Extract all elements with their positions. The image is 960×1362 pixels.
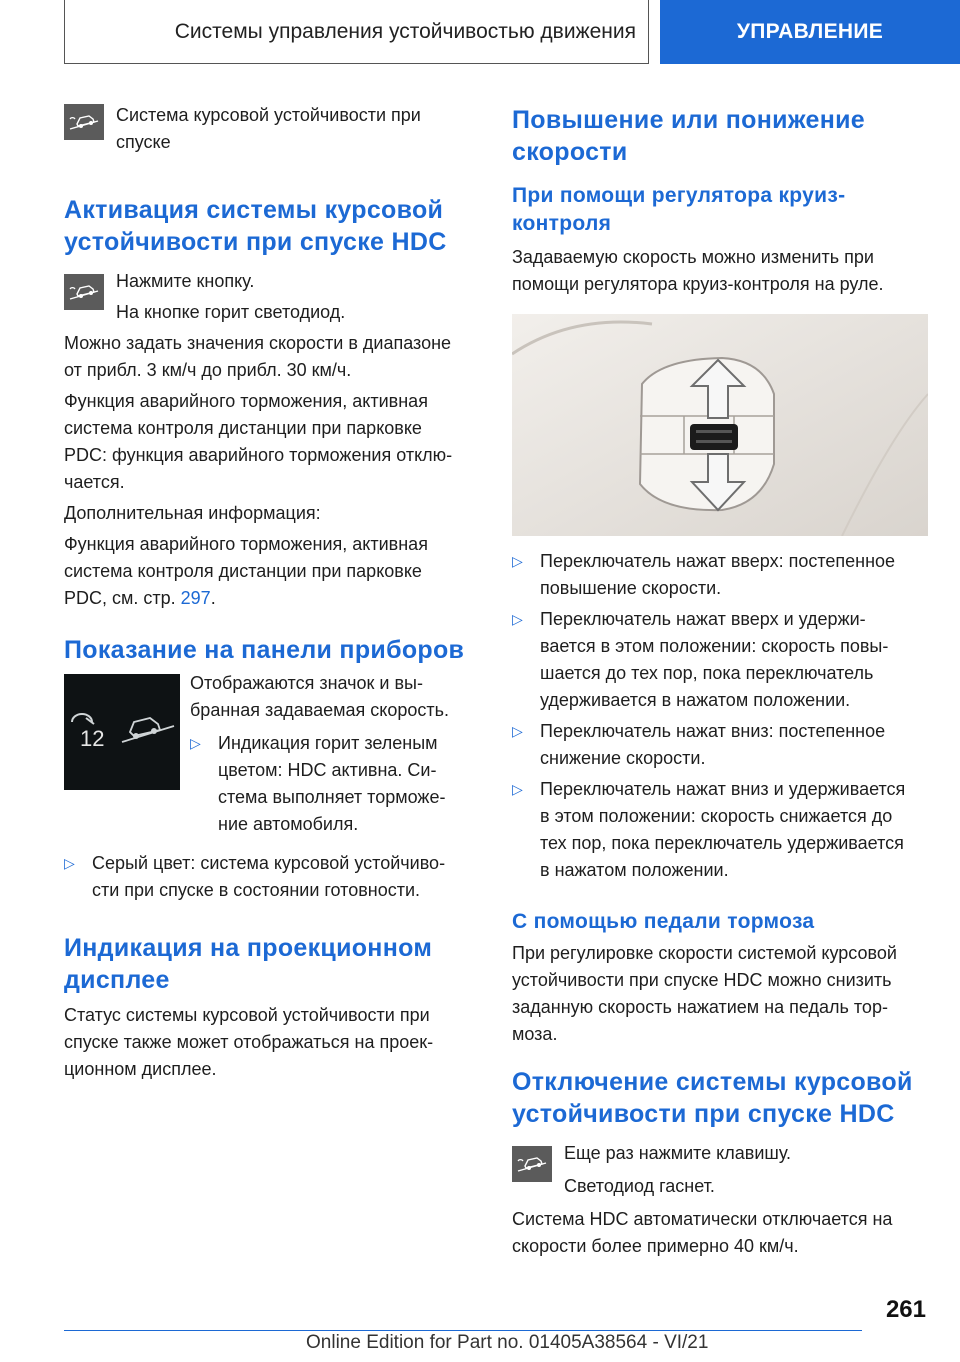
triangle-bullet-icon: ▷ [64, 855, 75, 871]
right-column [512, 98, 928, 1260]
section-title: Системы управления устойчивостью движения [174, 19, 636, 43]
brake-text: При регулировке скорости системой курсовой устойчивости при спуске HDC можно снизить заданную скорость нажатием на педаль тор- моза. [512, 943, 897, 1044]
cruise-text: Задаваемую скорость можно изменить при помощи регулятора круиз-контроля на руле. [512, 247, 884, 294]
footer-divider [64, 1330, 862, 1331]
triangle-bullet-icon: ▷ [512, 723, 523, 739]
cruise-bullet-4: ▷ Переключатель нажат вниз и удерживается в этом положении: скорость снижается до тех пор, пока переключатель удерживается в нажатом положении. [512, 776, 928, 884]
press-button-text: Нажмите кнопку. [116, 271, 255, 291]
led-on-text: На кнопке горит светодиод. [116, 302, 346, 322]
heading-hud: Индикация на проекционном дисплее [64, 934, 433, 994]
triangle-bullet-icon: ▷ [190, 735, 201, 751]
heading-cruise: При помощи регулятора круиз- контроля [512, 184, 846, 235]
triangle-bullet-icon: ▷ [512, 781, 523, 797]
heading-panel: Показание на панели приборов [64, 636, 465, 664]
triangle-bullet-icon: ▷ [512, 611, 523, 627]
cruise-bullet-3: ▷ Переключатель нажат вниз: постепенное снижение скорости. [512, 718, 928, 772]
reference-text: Функция аварийного торможения, активная система контроля дистанции при парковке PDC, см. стр. 297. [64, 534, 428, 608]
hdc-car-icon [512, 1146, 552, 1182]
display-speed-value: 12 [80, 726, 105, 751]
cruise-bullet-1: ▷ Переключатель нажат вверх: постепенное повышение скорости. [512, 548, 928, 602]
hdc-car-icon [64, 104, 104, 140]
activation-row [64, 268, 478, 326]
heading-speed: Повышение или понижение скорости [512, 106, 865, 166]
heading-brake: С помощью педали тормоза [512, 910, 815, 933]
chapter-tab[interactable] [660, 0, 960, 64]
heading-deactivation: Отключение системы курсовой устойчивости при спуске HDC [512, 1068, 913, 1128]
cruise-bullet-2: ▷ Переключатель нажат вверх и удержи- вается в этом положении: скорость повы- шается до тех пор, пока переключатель удерживается в нажатом положении. [512, 606, 928, 714]
steering-wheel-image [512, 314, 928, 536]
heading-activation: Активация системы курсовой устойчивости при спуске HDC [64, 196, 447, 256]
deactivation-row [512, 1140, 928, 1200]
left-column [64, 98, 478, 1083]
intro-row [64, 98, 478, 156]
chapter-title: УПРАВЛЕНИЕ [736, 20, 884, 43]
instrument-display-image [64, 674, 180, 790]
auto-off-text: Система HDC автоматически отключается на скорости более примерно 40 км/ч. [512, 1209, 893, 1256]
hud-text: Статус системы курсовой устойчивости при спуске также может отображаться на проек- ционном дисплее. [64, 1005, 434, 1079]
cruise-bullets [512, 548, 928, 884]
more-info-label: Дополнительная информация: [64, 503, 321, 523]
emergency-text: Функция аварийного торможения, активная система контроля дистанции при парковке PDC: функция аварийного торможения отклю- чается. [64, 391, 453, 492]
press-again-text: Еще раз нажмите клавишу. [564, 1143, 792, 1163]
triangle-bullet-icon: ▷ [512, 553, 523, 569]
panel-row [64, 674, 478, 838]
page-link[interactable]: 297 [180, 588, 211, 608]
page-number: 261 [885, 1296, 926, 1323]
led-off-text: Светодиод гаснет. [564, 1176, 715, 1196]
hdc-car-icon [64, 274, 104, 310]
edition-text: Online Edition for Part no. 01405A38564 - VI/21 [306, 1332, 709, 1353]
intro-text: Система курсовой устойчивости при спуске [116, 105, 421, 152]
panel-bullet: ▷ Индикация горит зеленым цветом: HDC активна. Си- стема выполняет торможе- ние автомобиля. [190, 730, 478, 838]
gray-bullet: ▷ Серый цвет: система курсовой устойчиво- сти при спуске в состоянии готовности. [64, 850, 478, 904]
speed-range-text: Можно задать значения скорости в диапазоне от прибл. 3 км/ч до прибл. 30 км/ч. [64, 333, 452, 380]
panel-text: Отображаются значок и вы- бранная задаваемая скорость. [190, 673, 449, 720]
section-header [64, 0, 649, 64]
